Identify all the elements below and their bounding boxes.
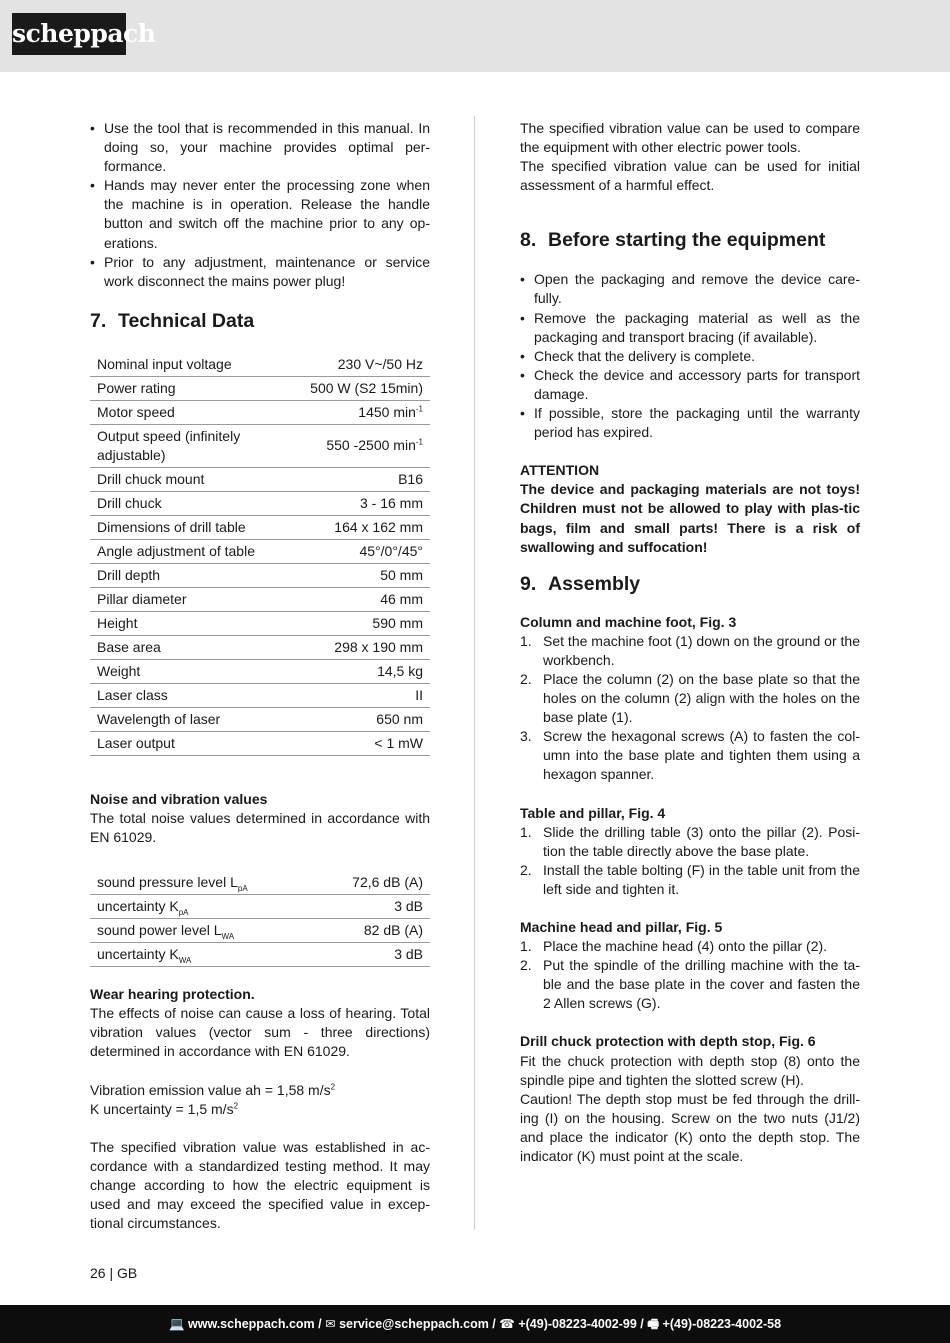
list-item: • Prior to any adjustment, maintenance or service work disconnect the mains power plug! [90, 253, 430, 291]
list-item: • Check the device and accessory parts for transport damage. [520, 366, 860, 404]
table-row: Angle adjustment of table 45°/0°/45° [90, 539, 430, 563]
table-row: uncertainty $K_{pA}$ 3 dB [90, 895, 430, 919]
table-pillar-heading: Table and pillar, Fig. 4 [520, 804, 666, 821]
before-starting-list [520, 270, 860, 442]
drill-chuck-text: Fit the chuck protection with depth stop (8) onto the spindle pipe and tighten the slotted screw (H). [520, 1052, 860, 1088]
noise-heading: Noise and vibration values [90, 790, 268, 807]
list-item: 2. Place the column (2) on the base plate so that the holes on the column (2) align with the holes on the base plate (1). [520, 670, 860, 726]
table-row: Nominal input voltage 230 V~/50 Hz [90, 353, 430, 377]
phone-icon: ☎ [499, 1317, 515, 1331]
table-row: Height 590 mm [90, 611, 430, 635]
table-row: Wavelength of laser 650 nm [90, 707, 430, 731]
list-item: 1. Slide the drilling table (3) onto the pillar (2). Posi-tion the table directly above the base plate. [520, 823, 860, 859]
computer-icon: 💻 [168, 1317, 185, 1331]
wear-hearing-text: The effects of noise can cause a loss of hearing. Total vibration values (vector sum - three directions) determined in accordance with EN 61029. [90, 1005, 430, 1060]
table-row: Dimensions of drill table 164 x 162 mm [90, 515, 430, 539]
list-item: 2. Install the table bolting (F) in the table unit from the left side and tighten it. [520, 861, 860, 897]
table-row: Drill chuck 3 - 16 mm [90, 491, 430, 515]
list-item: • Use the tool that is recommended in this manual. In doing so, your machine provides optimal per-formance. [90, 119, 430, 176]
table-row: sound power level $L_{WA}$ 82 dB (A) [90, 919, 430, 943]
head-steps-list [520, 937, 860, 1013]
technical-data-table [90, 353, 430, 756]
column-machine-foot-heading: Column and machine foot, Fig. 3 [520, 613, 737, 630]
right-column [520, 119, 860, 1166]
list-item: • Remove the packaging material as well as the packaging and transport bracing (if available). [520, 309, 860, 347]
attention-text: The device and packaging materials are not toys! Children must not be allowed to play with plas-tic bags, film and small parts! There is a risk of swallowing and suffocation! [520, 481, 860, 555]
noise-text: The total noise values determined in accordance with EN 61029. [90, 809, 430, 846]
list-item: • Check that the delivery is complete. [520, 347, 860, 366]
table-row: Pillar diameter 46 mm [90, 587, 430, 611]
vibration-initial-text: The specified vibration value can be used for initial assessment of a harmful effect. [520, 158, 860, 194]
footer-email: service@scheppach.com / [339, 1317, 496, 1331]
footer-fax: +(49)-08223-4002-58 [662, 1317, 782, 1331]
table-row: Motor speed 1450 $\min^{-1}$ [90, 400, 430, 424]
list-item: • Open the packaging and remove the device care-fully. [520, 270, 860, 308]
list-item: 3. Screw the hexagonal screws (A) to fasten the col-umn into the base plate and tighten them using a hexagon spanner. [520, 728, 860, 783]
page-footer [0, 1305, 950, 1343]
vibration-emission-value: Vibration emission value ah = 1,58 $m/s^2$ [90, 1081, 336, 1098]
list-item: 1. Place the machine head (4) onto the pillar (2). [520, 938, 828, 955]
intro-bullet-list [90, 119, 430, 291]
machine-head-heading: Machine head and pillar, Fig. 5 [520, 919, 723, 935]
drill-chuck-caution: Caution! The depth stop must be fed through the drill-ing (I) on the housing. Screw on the two nuts (J1/2) and place the indicator (K) onto the depth stop. The indicator (K) must point at the scale. [520, 1090, 860, 1165]
table-row: Output speed (infinitely adjustable) 550 -2500 $\min^{-1}$ [90, 424, 430, 467]
fax-icon: 🖷 [647, 1317, 660, 1331]
list-item: 2. Put the spindle of the drilling machine with the ta-ble and the base plate in the cover and fasten the 2 Allen screws (G). [520, 957, 860, 1012]
page-header [0, 0, 950, 72]
table-steps-list [520, 823, 860, 899]
table-row: Laser output < 1 mW [90, 731, 430, 755]
table-row: Drill chuck mount B16 [90, 467, 430, 491]
column-steps-list [520, 632, 860, 785]
section-heading-before-starting: 8. Before starting the equipment [520, 229, 826, 252]
page-number: 26 | GB [90, 1265, 138, 1281]
vibration-uncertainty: K uncertainty = 1,5 $m/s^2$ [90, 1100, 239, 1117]
vibration-method-text: The specified vibration value was established in ac-cordance with a standardized testing method. It may change according to how the electric equipment is used and may exceed the specified value in excep-tional circumstances. [90, 1138, 430, 1232]
table-row: Drill depth 50 mm [90, 563, 430, 587]
list-item: 1. Set the machine foot (1) down on the ground or the workbench. [520, 632, 860, 668]
vibration-compare-text: The specified vibration value can be used to compare the equipment with other electric power tools. [520, 120, 860, 156]
footer-phone: +(49)-08223-4002-99 / [518, 1317, 644, 1331]
footer-website: www.scheppach.com / [188, 1317, 322, 1331]
table-row: Laser class II [90, 683, 430, 707]
column-divider [474, 116, 475, 1230]
section-heading-technical-data: 7. Technical Data [90, 309, 255, 332]
section-heading-assembly: 9. Assembly [520, 572, 641, 595]
table-row: Power rating 500 W (S2 15min) [90, 376, 430, 400]
mail-icon: ✉ [325, 1317, 336, 1331]
table-row: Weight 14,5 kg [90, 659, 430, 683]
table-row: Base area 298 x 190 mm [90, 635, 430, 659]
list-item: • If possible, store the packaging until the warranty period has expired. [520, 404, 860, 442]
list-item: • Hands may never enter the processing zone when the machine is in operation. Release the handle button and switch off the machine prior to any op-erations. [90, 176, 430, 252]
noise-table [90, 871, 430, 967]
table-row: sound pressure level $L_{pA}$ 72,6 dB (A) [90, 871, 430, 895]
drill-chuck-heading: Drill chuck protection with depth stop, Fig. 6 [520, 1033, 816, 1050]
attention-label: ATTENTION [520, 462, 600, 479]
left-column [90, 119, 430, 1233]
brand-logo: scheppach [12, 13, 126, 55]
table-row: uncertainty $K_{WA}$ 3 dB [90, 943, 430, 967]
wear-hearing-heading: Wear hearing protection. [90, 986, 255, 1003]
